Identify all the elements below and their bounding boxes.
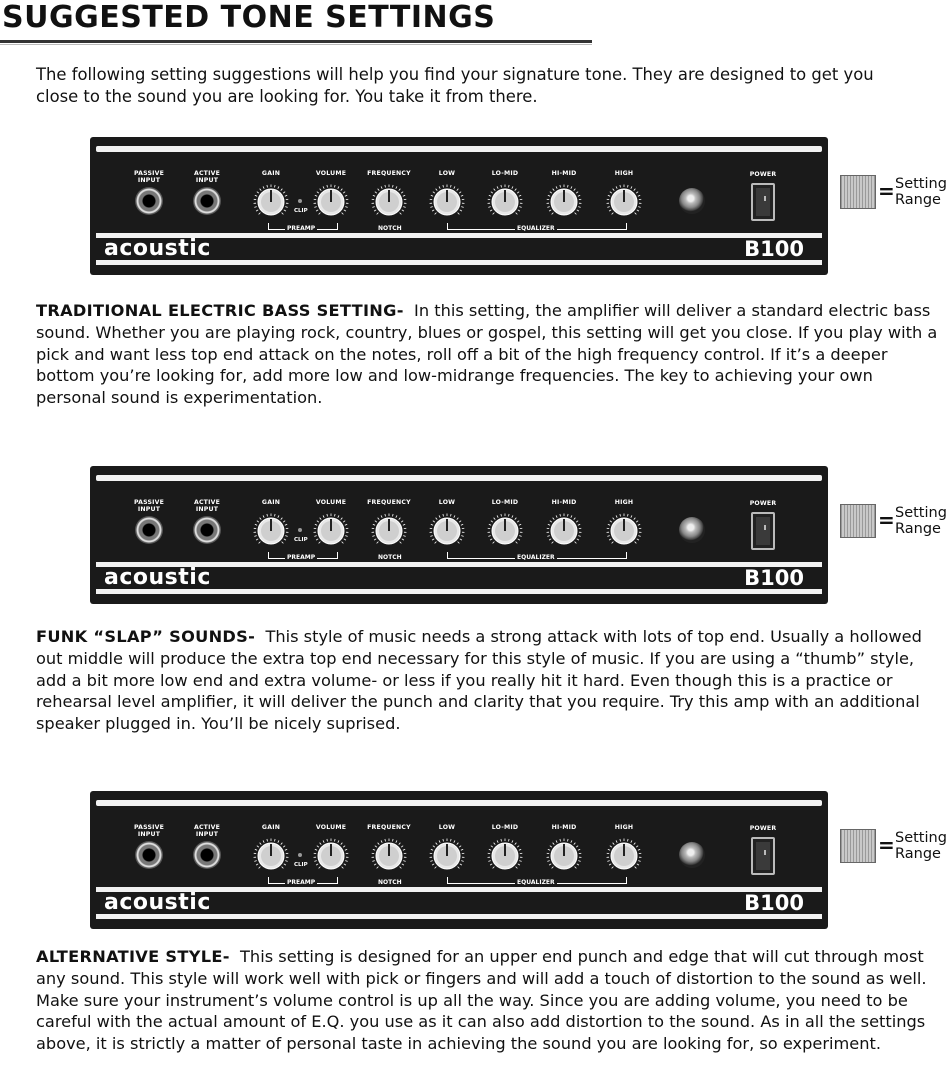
amp-panel-diagram — [90, 137, 828, 275]
hi-mid-eq-label: HI-MID — [551, 170, 577, 177]
high-eq-label: HIGH — [614, 499, 634, 506]
volume-label: VOLUME — [315, 824, 347, 831]
lo-mid-eq-knob[interactable] — [487, 513, 523, 549]
frequency-notch-knob[interactable] — [371, 513, 407, 549]
active-input-label: ACTIVE INPUT — [193, 499, 221, 513]
power-label: POWER — [749, 171, 777, 178]
setting-range-swatch — [840, 829, 876, 863]
hi-mid-eq-knob[interactable] — [546, 838, 582, 874]
lo-mid-eq-knob[interactable] — [487, 184, 523, 220]
lo-mid-eq-label: LO-MID — [491, 170, 519, 177]
panel-brand-strip — [96, 562, 822, 594]
gain-knob[interactable] — [253, 838, 289, 874]
section-heading: ALTERNATIVE STYLE- — [36, 947, 230, 966]
frequency-notch-knob[interactable] — [371, 184, 407, 220]
equalizer-label: EQUALIZER — [517, 225, 555, 232]
low-eq-knob[interactable] — [429, 184, 465, 220]
section-body: In this setting, the amplifier will deliver a standard electric bass sound. Whether you are playing rock, country, blues or gospel, this setting will get you close. If you play with a pick and want less top end attack on the notes, roll off a bit of the high frequency control. If it’s a deeper bottom you’re looking for, add more low and low-midrange frequencies. The key to achieving your own personal sound is experimentation. — [36, 301, 938, 408]
setting-range-swatch — [840, 504, 876, 538]
power-led — [679, 517, 705, 543]
gain-label: GAIN — [261, 499, 281, 506]
lo-mid-eq-label: LO-MID — [491, 824, 519, 831]
section-alternative — [36, 946, 946, 1055]
hi-mid-eq-knob[interactable] — [546, 513, 582, 549]
volume-knob[interactable] — [313, 184, 349, 220]
legend-label-line1: Setting — [895, 176, 947, 192]
gain-knob[interactable] — [253, 513, 289, 549]
power-rocker-mark — [764, 196, 766, 201]
power-rocker-mark — [764, 525, 766, 530]
volume-knob[interactable] — [313, 838, 349, 874]
clip-label: CLIP — [294, 208, 308, 214]
clip-indicator-light — [298, 853, 302, 857]
model-number: B100 — [744, 891, 804, 915]
preamp-label: PREAMP — [287, 554, 316, 561]
title-rule-thin — [0, 44, 592, 45]
power-rocker-mark — [764, 850, 766, 855]
volume-label: VOLUME — [315, 170, 347, 177]
legend-label-line1: Setting — [895, 830, 947, 846]
high-eq-knob[interactable] — [606, 184, 642, 220]
panel-top-rule — [96, 800, 822, 806]
active-input-jack[interactable] — [193, 516, 221, 544]
clip-label: CLIP — [294, 537, 308, 543]
title-rule — [0, 40, 592, 43]
passive-input-jack[interactable] — [135, 187, 163, 215]
high-eq-label: HIGH — [614, 824, 634, 831]
notch-label: NOTCH — [378, 879, 402, 886]
legend-label-line2: Range — [895, 192, 941, 208]
setting-range-swatch — [840, 175, 876, 209]
hi-mid-eq-label: HI-MID — [551, 499, 577, 506]
low-eq-knob[interactable] — [429, 838, 465, 874]
clip-label: CLIP — [294, 862, 308, 868]
hi-mid-eq-label: HI-MID — [551, 824, 577, 831]
passive-input-label: PASSIVE INPUT — [133, 499, 165, 513]
volume-label: VOLUME — [315, 499, 347, 506]
legend-label-line1: Setting — [895, 505, 947, 521]
power-rocker — [756, 517, 770, 545]
equalizer-label: EQUALIZER — [517, 554, 555, 561]
intro-text: The following setting suggestions will help you find your signature tone. They are designed to get you close to the sound you are looking for. You take it from there. — [36, 65, 874, 106]
passive-input-jack[interactable] — [135, 516, 163, 544]
section-traditional — [36, 300, 946, 409]
notch-label: NOTCH — [378, 554, 402, 561]
gain-label: GAIN — [261, 824, 281, 831]
equalizer-label: EQUALIZER — [517, 879, 555, 886]
section-body: This setting is designed for an upper end punch and edge that will cut through most any sound. This style will work well with pick or fingers and will add a touch of distortion to the sound as well. Make sure your instrument’s volume control is up all the way. Since you are adding volume, you need to be careful with the actual amount of E.Q. you use as it can also add distortion to the sound. As in all the settings above, it is strictly a matter of personal taste in achieving the sound you are looking for, so experiment. — [36, 947, 927, 1054]
low-eq-label: LOW — [438, 499, 456, 506]
power-rocker — [756, 842, 770, 870]
hi-mid-eq-knob[interactable] — [546, 184, 582, 220]
model-number: B100 — [744, 237, 804, 261]
legend-equals: = — [878, 508, 895, 532]
high-eq-knob[interactable] — [606, 838, 642, 874]
clip-indicator-light — [298, 528, 302, 532]
model-number: B100 — [744, 566, 804, 590]
section-heading: TRADITIONAL ELECTRIC BASS SETTING- — [36, 301, 404, 320]
brand-logo: acoustic — [104, 565, 211, 590]
frequency-notch-label: FREQUENCY — [367, 170, 411, 177]
brand-logo: acoustic — [104, 236, 211, 261]
volume-knob[interactable] — [313, 513, 349, 549]
active-input-label: ACTIVE INPUT — [193, 170, 221, 184]
gain-knob[interactable] — [253, 184, 289, 220]
power-label: POWER — [749, 500, 777, 507]
passive-input-label: PASSIVE INPUT — [133, 170, 165, 184]
high-eq-label: HIGH — [614, 170, 634, 177]
low-eq-label: LOW — [438, 170, 456, 177]
preamp-label: PREAMP — [287, 879, 316, 886]
power-led — [679, 842, 705, 868]
passive-input-label: PASSIVE INPUT — [133, 824, 165, 838]
brand-logo: acoustic — [104, 890, 211, 915]
power-label: POWER — [749, 825, 777, 832]
amp-panel-diagram — [90, 791, 828, 929]
notch-label: NOTCH — [378, 225, 402, 232]
active-input-label: ACTIVE INPUT — [193, 824, 221, 838]
clip-indicator-light — [298, 199, 302, 203]
legend-label-line2: Range — [895, 846, 941, 862]
panel-top-rule — [96, 475, 822, 481]
frequency-notch-label: FREQUENCY — [367, 499, 411, 506]
frequency-notch-label: FREQUENCY — [367, 824, 411, 831]
lo-mid-eq-knob[interactable] — [487, 838, 523, 874]
power-led — [679, 188, 705, 214]
passive-input-jack[interactable] — [135, 841, 163, 869]
panel-brand-strip — [96, 233, 822, 265]
low-eq-label: LOW — [438, 824, 456, 831]
active-input-jack[interactable] — [193, 187, 221, 215]
power-switch[interactable] — [751, 183, 775, 221]
legend-equals: = — [878, 833, 895, 857]
preamp-label: PREAMP — [287, 225, 316, 232]
low-eq-knob[interactable] — [429, 513, 465, 549]
panel-brand-strip — [96, 887, 822, 919]
power-rocker — [756, 188, 770, 216]
page-title: SUGGESTED TONE SETTINGS — [2, 0, 496, 35]
active-input-jack[interactable] — [193, 841, 221, 869]
lo-mid-eq-label: LO-MID — [491, 499, 519, 506]
section-body: This style of music needs a strong attack with lots of top end. Usually a hollowed out middle will produce the extra top end necessary for this style of music. If you are using a “thumb” style, add a bit more low end and extra volume- or less if you really hit it hard. Even though this is a practice or rehearsal level amplifier, it will deliver the punch and clarity that you require. Try this amp with an additional speaker plugged in. You’ll be nicely suprised. — [36, 627, 922, 734]
amp-panel-diagram — [90, 466, 828, 604]
legend-label-line2: Range — [895, 521, 941, 537]
section-funk — [36, 626, 946, 735]
section-heading: FUNK “SLAP” SOUNDS- — [36, 627, 256, 646]
gain-label: GAIN — [261, 170, 281, 177]
power-switch[interactable] — [751, 512, 775, 550]
high-eq-knob[interactable] — [606, 513, 642, 549]
legend-equals: = — [878, 179, 895, 203]
panel-top-rule — [96, 146, 822, 152]
power-switch[interactable] — [751, 837, 775, 875]
frequency-notch-knob[interactable] — [371, 838, 407, 874]
